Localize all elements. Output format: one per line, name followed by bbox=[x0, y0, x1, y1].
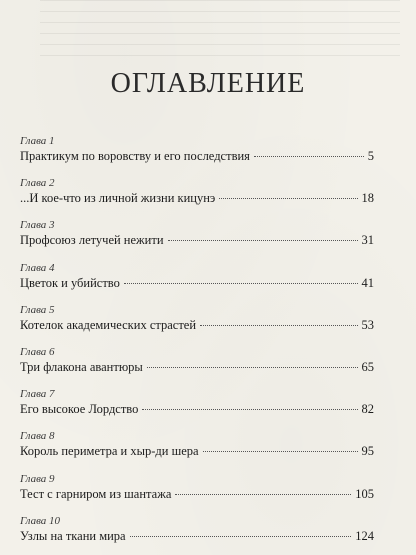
chapter-label: Глава 9 bbox=[20, 472, 55, 485]
page-title: ОГЛАВЛЕНИЕ bbox=[110, 68, 306, 99]
dot-leader bbox=[142, 409, 357, 410]
dot-leader bbox=[124, 283, 358, 284]
toc-entry[interactable] bbox=[20, 134, 374, 176]
dot-leader bbox=[254, 156, 364, 157]
toc-entry[interactable] bbox=[20, 514, 374, 555]
chapter-label: Глава 3 bbox=[20, 219, 55, 232]
page-number: 18 bbox=[361, 191, 374, 206]
table-of-contents bbox=[20, 134, 374, 555]
chapter-label: Глава 10 bbox=[20, 514, 61, 527]
chapter-title: ...И кое-что из личной жизни кицунэ bbox=[20, 191, 216, 206]
toc-entry[interactable] bbox=[20, 303, 374, 345]
page-number: 31 bbox=[361, 233, 374, 248]
dot-leader bbox=[175, 494, 351, 495]
chapter-title: Король периметра и хыр-ди шера bbox=[20, 444, 199, 459]
chapter-title: Три флакона авантюры bbox=[20, 359, 143, 374]
chapter-label: Глава 7 bbox=[20, 388, 55, 401]
dot-leader bbox=[203, 451, 358, 452]
chapter-title: Цветок и убийство bbox=[20, 275, 120, 290]
dot-leader bbox=[200, 325, 357, 326]
dot-leader bbox=[130, 536, 352, 537]
chapter-label: Глава 6 bbox=[20, 345, 55, 358]
show-through-text bbox=[40, 0, 400, 60]
page-number: 95 bbox=[361, 444, 374, 459]
chapter-label: Глава 1 bbox=[20, 135, 55, 147]
chapter-title: Практикум по воровству и его последствия bbox=[20, 149, 250, 163]
chapter-label: Глава 5 bbox=[20, 303, 55, 316]
chapter-label: Глава 4 bbox=[20, 261, 55, 274]
chapter-label: Глава 8 bbox=[20, 430, 55, 443]
page-number: 53 bbox=[361, 317, 374, 332]
toc-entry[interactable] bbox=[20, 261, 374, 303]
chapter-title: Профсоюз летучей нежити bbox=[20, 233, 164, 248]
dot-leader bbox=[168, 240, 358, 241]
toc-entry[interactable] bbox=[20, 429, 374, 471]
page-number: 124 bbox=[355, 528, 374, 543]
chapter-label: Глава 2 bbox=[20, 177, 55, 190]
page-number: 41 bbox=[361, 275, 374, 290]
page-number: 65 bbox=[361, 359, 374, 374]
toc-entry[interactable] bbox=[20, 345, 374, 387]
chapter-title: Его высокое Лордство bbox=[20, 402, 139, 417]
toc-entry[interactable] bbox=[20, 218, 374, 260]
page-number: 105 bbox=[355, 486, 374, 501]
dot-leader bbox=[219, 198, 357, 199]
toc-entry[interactable] bbox=[20, 176, 374, 218]
page-number: 5 bbox=[367, 149, 374, 163]
toc-entry[interactable] bbox=[20, 472, 374, 514]
page-number: 82 bbox=[361, 402, 374, 417]
chapter-title: Тест с гарниром из шантажа bbox=[20, 486, 172, 501]
chapter-title: Котелок академических страстей bbox=[20, 317, 197, 332]
toc-entry[interactable] bbox=[20, 387, 374, 429]
chapter-title: Узлы на ткани мира bbox=[20, 528, 126, 543]
dot-leader bbox=[147, 367, 358, 368]
